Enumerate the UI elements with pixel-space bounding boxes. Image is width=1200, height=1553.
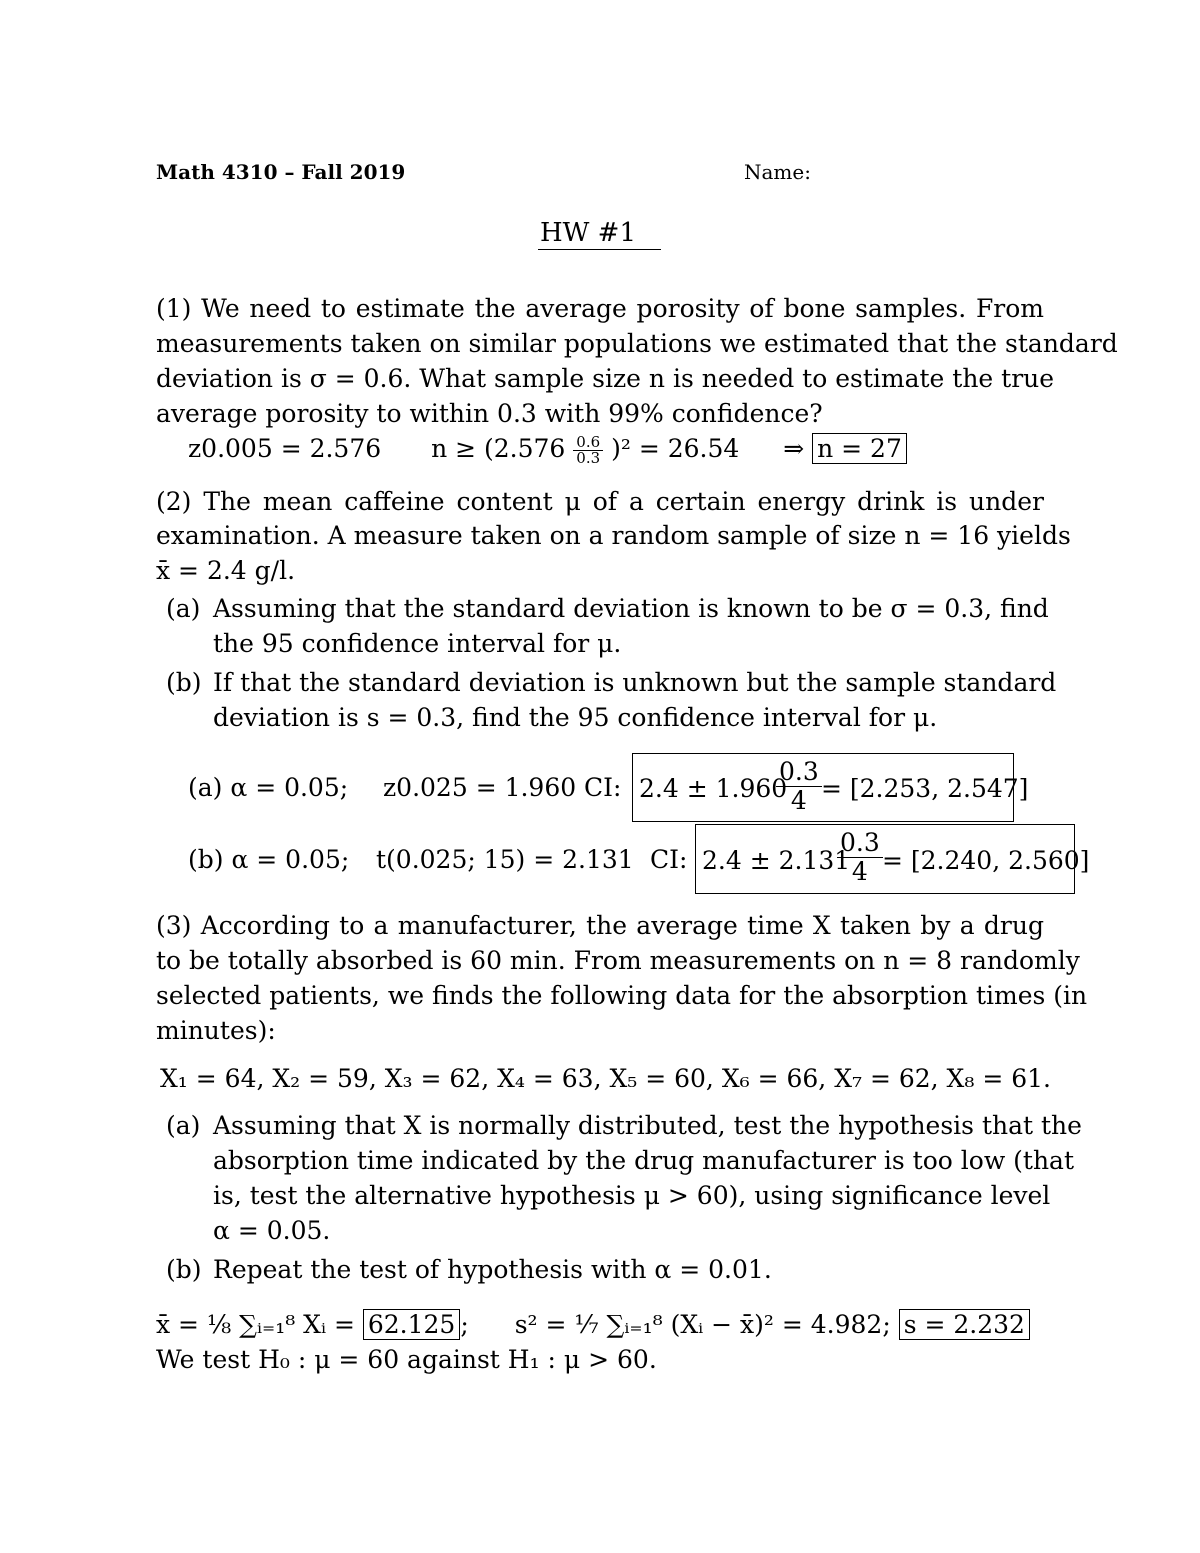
answer-a-fraction: $\frac{0.3}{4}$ xyxy=(776,758,822,815)
title-underline xyxy=(538,249,661,250)
part-b-line: If that the standard deviation is unknown but the sample standard xyxy=(213,668,1057,697)
part-b-label: (b) xyxy=(166,668,202,697)
answer-a-ci-box: 2.4 ± 1.960 $\frac{0.3}{4}$ = [2.253, 2.547] xyxy=(632,753,1014,822)
part-b-line: Repeat the test of hypothesis with α = 0.01. xyxy=(213,1255,772,1284)
part-a-line: is, test the alternative hypothesis μ > 60), using significance level xyxy=(213,1181,1051,1210)
part-a-label: (a) xyxy=(166,594,201,623)
sample-size-inequality: n ≥ (2.576 xyxy=(431,434,566,463)
problem3-line: (3) According to a manufacturer, the average time X taken by a drug xyxy=(156,911,1044,940)
answer-b-t: t(0.025; 15) = 2.131 xyxy=(376,845,634,874)
z-critical-value: z0.005 = 2.576 xyxy=(188,434,382,463)
implies-arrow: ⇒ xyxy=(783,434,805,463)
part-a-line: Assuming that the standard deviation is known to be σ = 0.3, find xyxy=(213,594,1049,623)
problem1-line: (1) We need to estimate the average porosity of bone samples. From xyxy=(156,294,1044,323)
answer-b-prefix: (b) α = 0.05; xyxy=(188,845,350,874)
answer-b-ci-label: CI: xyxy=(650,845,688,874)
boxed-answer: n = 27 xyxy=(812,433,907,464)
course-header: Math 4310 – Fall 2019 xyxy=(156,160,406,184)
part-b-line: deviation is s = 0.3, find the 95 confidence interval for μ. xyxy=(213,703,938,732)
problem2-line: x̄ = 2.4 g/l. xyxy=(156,556,296,585)
part-a-line: the 95 confidence interval for μ. xyxy=(213,629,622,658)
problem1-line: deviation is σ = 0.6. What sample size n is needed to estimate the true xyxy=(156,364,1055,393)
answer-a-z: z0.025 = 1.960 xyxy=(383,773,577,802)
name-label: Name: xyxy=(744,160,811,184)
part-a-label: (a) xyxy=(166,1111,201,1140)
problem3-line: to be totally absorbed is 60 min. From measurements on n = 8 randomly xyxy=(156,946,1080,975)
part-b-label: (b) xyxy=(166,1255,202,1284)
boxed-sd: s = 2.232 xyxy=(899,1309,1030,1340)
page-title: HW #1 xyxy=(540,218,636,248)
problem1-answer: z0.005 = 2.576 n ≥ (2.576 $\frac{0.6}{0.3}$ )² = 26.54 ⇒ n = 27 xyxy=(188,434,907,466)
part-a-line: Assuming that X is normally distributed, test the hypothesis that the xyxy=(213,1111,1082,1140)
problem1-line: average porosity to within 0.3 with 99% confidence? xyxy=(156,399,823,428)
boxed-mean: 62.125 xyxy=(363,1309,460,1340)
part-a-line: α = 0.05. xyxy=(213,1216,331,1245)
part-a-line: absorption time indicated by the drug manufacturer is too low (that xyxy=(213,1146,1075,1175)
problem3-line: selected patients, we finds the following data for the absorption times (in xyxy=(156,981,1088,1010)
answer-b-ci-box: 2.4 ± 2.131 $\frac{0.3}{4}$ = [2.240, 2.560] xyxy=(695,824,1075,894)
variance-expression: s² = ⅐ ∑ᵢ₌₁⁸ (Xᵢ − x̄)² = 4.982; xyxy=(514,1310,891,1339)
problem3-line: minutes): xyxy=(156,1016,276,1045)
answer-b-fraction: $\frac{0.3}{4}$ xyxy=(837,829,883,886)
problem2-line: (2) The mean caffeine content μ of a certain energy drink is under xyxy=(156,487,1044,516)
answer-a-ci-label: CI: xyxy=(584,773,622,802)
problem1-line: measurements taken on similar populations we estimated that the standard xyxy=(156,329,1118,358)
ratio-fraction: $\frac{0.6}{0.3}$ xyxy=(573,435,603,466)
absorption-data: X₁ = 64, X₂ = 59, X₃ = 62, X₄ = 63, X₅ = 60, X₆ = 66, X₇ = 62, X₈ = 61. xyxy=(160,1064,1051,1093)
mean-expression: x̄ = ⅛ ∑ᵢ₌₁⁸ Xᵢ = xyxy=(156,1310,355,1339)
hypothesis-statement: We test H₀ : μ = 60 against H₁ : μ > 60. xyxy=(156,1345,657,1374)
problem2-line: examination. A measure taken on a random sample of size n = 16 yields xyxy=(156,521,1071,550)
answer-a-prefix: (a) α = 0.05; xyxy=(188,773,349,802)
mean-computation: x̄ = ⅛ ∑ᵢ₌₁⁸ Xᵢ = 62.125 ; s² = ⅐ ∑ᵢ₌₁⁸ (Xᵢ − x̄)² = 4.982; s = 2.232 xyxy=(156,1310,1030,1340)
